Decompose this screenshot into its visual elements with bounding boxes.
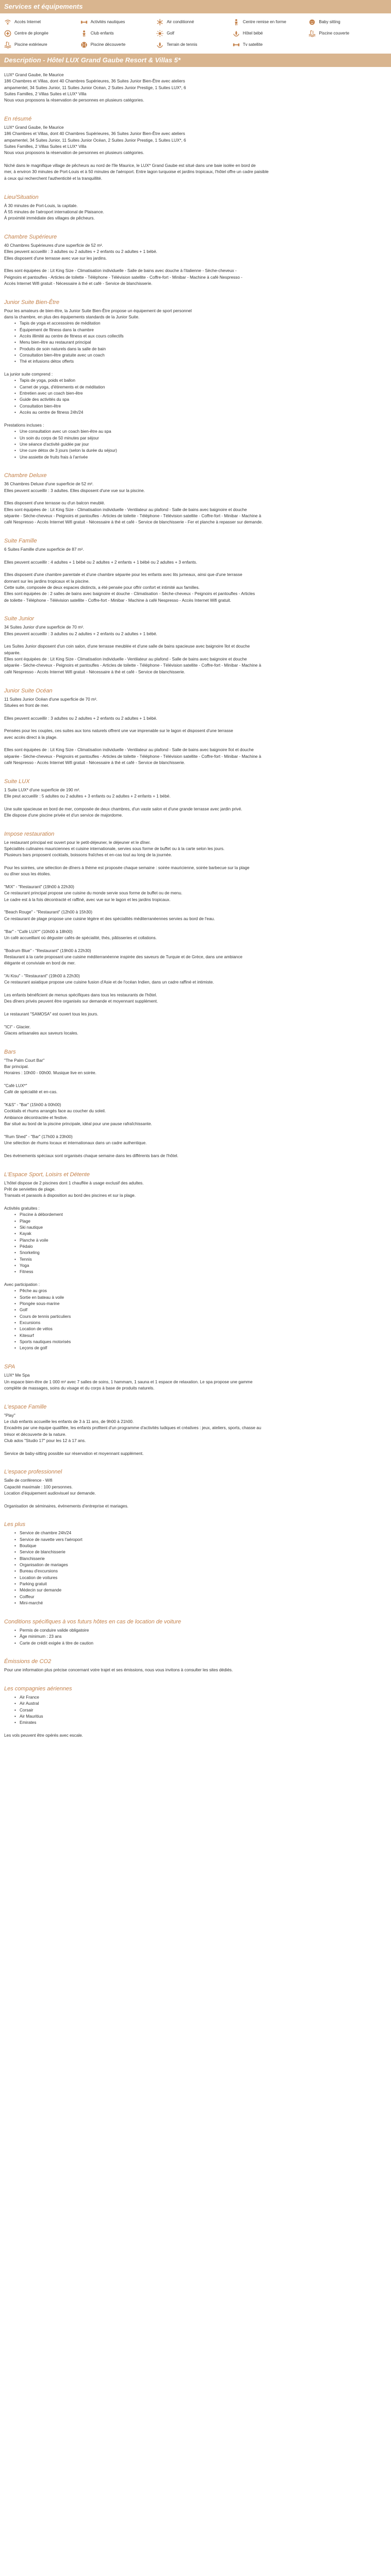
amenity-label: Centre de plongée: [14, 30, 48, 36]
text-line: Transats et parasols à disposition au bord des piscines et sur la plage.: [4, 1193, 136, 1198]
amenities-title: Services et équipements: [0, 0, 391, 13]
section-title: L'espace professionnel: [4, 1469, 62, 1476]
list-item: • Service de navette vers l'aéroport: [20, 1537, 385, 1543]
text-line: complète de massages, soins du visage et du corps à base de produits naturels.: [4, 1385, 155, 1391]
section-title: L'espace Famille: [4, 1403, 47, 1410]
spacer: [4, 416, 385, 422]
text-line: 11 Suites Junior Océan d'une superficie de 70 m².: [4, 697, 97, 702]
text-line: Des événements spéciaux sont organisés chaque semaine dans les différents bars de l'hôtel.: [4, 1153, 178, 1158]
spacer: [4, 1037, 385, 1043]
spacer: [4, 1674, 385, 1680]
text-line: Service de baby-sitting possible sur réservation et moyennant supplément.: [4, 1451, 144, 1456]
list-item: • Emirates: [20, 1720, 385, 1726]
list-item: • Thé et infusions détox offerts: [20, 359, 385, 365]
amenity-item: [156, 39, 233, 50]
spacer: [4, 1352, 385, 1358]
spacer: [4, 1510, 385, 1516]
list-item: • Carnet de yoga, d'étirements et de méditation: [20, 384, 385, 391]
text-line: 1 Suite LUX* d'une superficie de 190 m².: [4, 787, 80, 792]
list-item: • Plongée sous-marine: [20, 1301, 385, 1307]
text-line: Cette suite, composée de deux espaces distincts, a été pensée pour offrir confort et intimité aux familles.: [4, 585, 200, 590]
pool-icon: [308, 30, 316, 37]
list-item: • Une consultation avec un coach bien-être au spa: [20, 429, 385, 435]
text-line: Elles sont équipées de : Lit King Size - Climatisation individuelle - Ventilateur au plafond - Salle de bains avec baignoire et douche: [4, 657, 247, 662]
text-line: Un espace bien-être de 1 000 m² avec 7 salles de soins, 1 hammam, 1 sauna et 1 espace de relaxation. Le spa propose une gamme: [4, 1379, 253, 1384]
text-line: Les Suites Junior disposent d'un coin salon, d'une terrasse meublée et d'une salle de bains spacieuse avec baignoire îlot et douche: [4, 644, 250, 649]
spacer: [4, 1005, 385, 1011]
text-line: mer, à environ 30 minutes de Port-Louis et à 50 minutes de l'aéroport. Entre lagon turquoise et jardins tropicaux, l'hôtel offre un cadre paisible: [4, 170, 269, 175]
text-line: Peignoirs et pantoufles - Articles de toilette - Téléphone - Télévision satellite - Coffre-fort - Minibar - Machine à café Nespresso -: [4, 275, 242, 280]
text-line: 186 Chambres et Villas, dont 40 Chambres Supérieures, 36 Suites Junior Bien-Être avec ateliers: [4, 131, 185, 137]
text-line: Plusieurs bars proposent cocktails, boissons fraîches et en-cas tout au long de la journée.: [4, 853, 172, 858]
text-line: ampamentel, 34 Suites Junior, 11 Suites Junior Océan, 2 Suites Junior Prestige, 1 Suites LUX*, 6: [4, 85, 186, 90]
list-item: • Cours de tennis particuliers: [20, 1314, 385, 1320]
section-title: Chambre Supérieure: [4, 233, 57, 240]
text-line: Elle dispose d'une piscine privée et d'un service de majordome.: [4, 813, 123, 818]
text-line: Pensées pour les couples, ces suites aux tons naturels offrent une vue imprenable sur le lagon et disposent d'une terrasse: [4, 728, 233, 734]
amenity-label: Baby sitting: [319, 19, 340, 24]
section-title: SPA: [4, 1364, 15, 1370]
text-line: Elles peuvent accueillir : 3 adultes ou 2 adultes + 2 enfants ou 2 adultes + 1 bébé.: [4, 631, 157, 636]
text-line: élégante et conviviale en bord de mer.: [4, 961, 76, 966]
text-line: "Café LUX*": [4, 1083, 27, 1089]
bullet-list: [4, 1530, 385, 1606]
text-line: Ce restaurant principal propose une cuisine du monde servie sous forme de buffet ou de menu.: [4, 891, 183, 896]
bullet-list: [4, 378, 385, 416]
text-line: LUX* Grand Gaube, Ile Maurice: [4, 73, 64, 77]
amenity-item: [4, 28, 80, 39]
text-line: Elles peuvent accueillir : 4 adultes + 1 bébé ou 2 adultes + 2 enfants + 1 bébé ou 2 adultes + 3 enfants.: [4, 560, 198, 565]
list-item: • Organisation de mariages: [20, 1562, 385, 1568]
text-line: café Nespresso - Accès Internet Wifi gratuit - Nécessaire à thé et café - Service de blanchisserie - Fer et planche à repasser sur demande.: [4, 520, 263, 525]
text-line: ou dîner sous les étoiles.: [4, 872, 51, 877]
spacer: [4, 859, 385, 865]
text-line: Elles sont équipées de : Lit King Size - Climatisation individuelle - Salle de bains avec douche à l'italienne - Sèche-cheveux -: [4, 268, 237, 274]
spacer: [4, 741, 385, 747]
spacer: [4, 766, 385, 772]
text-line: ampamentel, 34 Suites Junior, 11 Suites Junior Océan, 2 Suites Junior Prestige, 1 Suites LUX*, 6: [4, 138, 186, 143]
list-item: • Service de chambre 24h/24: [20, 1530, 385, 1536]
text-line: À proximité immédiate des villages de pêcheurs.: [4, 216, 95, 221]
list-item: • Tapis de yoga, poids et ballon: [20, 378, 385, 384]
text-line: Location d'équipement audiovisuel sur demande.: [4, 1490, 96, 1496]
spacer: [4, 675, 385, 682]
amenity-item: [156, 16, 233, 28]
text-line: Pour une information plus précise concernant votre trajet et ses émissions, nous vous invitons à consulter les sites dédiés.: [4, 1668, 233, 1673]
text-line: Horaires : 10h00 - 00h00. Musique live en soirée.: [4, 1071, 96, 1076]
text-line: Elles sont équipées de : 2 salles de bains avec baignoire et douche - Climatisation - Sèche-cheveux - Peignoirs et pantoufles - Articles: [4, 591, 255, 597]
text-line: séparée - Sèche-cheveux - Peignoirs et pantoufles - Articles de toilette - Téléphone - Télévision satellite - Coffre-fort - Minibar - Machine à: [4, 754, 262, 759]
text-line: Nous vous proposons la réservation de personnes en plusieurs catégories.: [4, 150, 144, 156]
spacer: [4, 1159, 385, 1165]
text-line: Encadrés par une équipe qualifiée, les enfants profitent d'un programme d'activités ludiques et créatives : jeux, ateliers, sports, chasse au: [4, 1426, 262, 1431]
text-line: Elles sont équipées de : Lit King Size - Climatisation individuelle - Ventilateur au plafond - Salle de bains avec baignoire îlot et douche: [4, 748, 254, 753]
text-line: Le cadre est à la fois décontracté et raffiné, avec vue sur le lagon et les jardins tropicaux.: [4, 897, 171, 902]
tennis-icon: [80, 41, 88, 48]
text-line: 40 Chambres Supérieures d'une superficie de 52 m².: [4, 243, 103, 248]
snowflake-icon: [156, 19, 164, 26]
spacer: [4, 104, 385, 110]
list-item: • Air Mauritius: [20, 1714, 385, 1720]
dumbbell-icon: [233, 41, 240, 48]
section-title: L'Espace Sport, Loisirs et Détente: [4, 1171, 90, 1178]
text-line: Elles disposent d'une terrasse ou d'un balcon meublé.: [4, 501, 105, 506]
text-line: à ceux qui recherchent l'authenticité et la tranquillité.: [4, 176, 102, 181]
amenities-grid: [0, 16, 391, 50]
spa-icon: [156, 41, 164, 48]
section-title: Conditions spécifiques à vos futurs hôtes en cas de location de voiture: [4, 1618, 182, 1625]
spacer: [4, 709, 385, 715]
list-item: • Médecin sur demande: [20, 1587, 385, 1594]
text-line: Cocktails et rhums arrangés face au coucher du soleil.: [4, 1109, 106, 1114]
text-line: café Nespresso - Accès Internet Wifi gratuit - Nécessaire à thé et café - Service de blanchisserie.: [4, 760, 185, 765]
text-line: "Play": [4, 1413, 15, 1418]
text-line: Le restaurant "SAMOSA" est ouvert tous les jours.: [4, 1011, 99, 1016]
text-line: Elle peut accueillir : 5 adultes ou 2 adultes + 3 enfants ou 2 adultes + 2 enfants + 1 bébé.: [4, 793, 171, 799]
amenity-item: [80, 16, 157, 28]
list-item: • Yoga: [20, 1263, 385, 1269]
description-content: [0, 72, 391, 1739]
text-line: Club ados "Studio 17" pour les 12 à 17 ans.: [4, 1438, 86, 1443]
spacer: [4, 800, 385, 806]
text-line: 186 Chambres et Villas, dont 40 Chambres Supérieures, 36 Suites Junior Bien-Être avec ateliers: [4, 79, 185, 84]
baby-icon: [308, 19, 316, 26]
spacer: [4, 1392, 385, 1398]
text-line: Niché dans le magnifique village de pêcheurs au nord de l'île Maurice, le LUX* Grand Gaube est situé dans une baie isolée en bord de: [4, 163, 256, 168]
text-line: "Ai Kisu" - "Restaurant" (19h00 à 22h30): [4, 973, 80, 978]
spacer: [4, 1606, 385, 1613]
list-item: • Golf: [20, 1307, 385, 1313]
list-item: • Pédalo: [20, 1244, 385, 1250]
text-line: Les enfants bénéficient de menus spécifiques dans tous les restaurants de l'hôtel.: [4, 992, 157, 997]
section-title: Lieu/Situation: [4, 194, 39, 200]
spacer: [4, 553, 385, 559]
spacer: [4, 604, 385, 610]
amenity-item: [308, 16, 385, 28]
text-line: "MIX" - "Restaurant" (19h00 à 22h30): [4, 885, 74, 890]
list-item: • Une cure détox de 3 jours (selon la durée du séjour): [20, 448, 385, 454]
text-line: Spécialités culinaires mauriciennes et cuisine internationale, servies sous forme de buffet ou à la carte selon les jours.: [4, 846, 225, 852]
text-line: Une suite spacieuse en bord de mer, composée de deux chambres, d'un vaste salon et d'une grande terrasse avec jardin privé.: [4, 806, 242, 811]
list-item: • Guide des activités du spa: [20, 397, 385, 403]
spacer: [4, 819, 385, 825]
spacer: [4, 262, 385, 268]
child-icon: [80, 30, 88, 37]
section-title: Les plus: [4, 1521, 25, 1528]
text-line: de toilette - Téléphone - Télévision satellite - Coffre-fort - Minibar - Machine à café Nespresso - Accès Internet Wifi gratuit.: [4, 598, 232, 603]
text-line: Prestations incluses :: [4, 422, 44, 428]
spacer: [4, 1457, 385, 1463]
amenity-item: [4, 39, 80, 50]
list-item: • Équipement de fitness dans la chambre: [20, 327, 385, 333]
text-line: séparée.: [4, 650, 21, 655]
spacer: [4, 1096, 385, 1102]
spacer: [4, 1444, 385, 1450]
section-title: Émissions de CO2: [4, 1658, 52, 1665]
list-item: • Parking gratuit: [20, 1581, 385, 1587]
text-line: Capacité maximale : 100 personnes.: [4, 1484, 73, 1489]
club-icon: [4, 30, 11, 37]
text-line: Ambiance décontractée et festive.: [4, 1115, 68, 1120]
spacer: [4, 365, 385, 371]
text-line: Le club enfants accueille les enfants de 3 à 11 ans, de 9h00 à 21h00.: [4, 1419, 134, 1424]
spacer: [4, 722, 385, 728]
bullet-list: [4, 1694, 385, 1726]
spacer: [4, 1497, 385, 1503]
text-line: séparée - Sèche-cheveux - Peignoirs et pantoufles - Articles de toilette - Téléphone - Télévision satellite - Coffre-fort - Minibar - Machine à: [4, 513, 262, 518]
text-line: "Bodrum Blue" - "Restaurant" (19h00 à 22h30): [4, 948, 91, 953]
text-line: séparée - Sèche-cheveux - Peignoirs et pantoufles - Articles de toilette - Téléphone - Télévision satellite - Coffre-fort - Minibar - Machine à: [4, 663, 262, 668]
list-item: • Location de voitures: [20, 1575, 385, 1581]
list-item: • Service de blanchisserie: [20, 1549, 385, 1555]
section-title: Junior Suite Océan: [4, 687, 53, 694]
sun-icon: [156, 30, 164, 37]
spacer: [4, 287, 385, 293]
text-line: "The Palm Court Bar": [4, 1058, 45, 1063]
amenity-label: Centre remise en forme: [242, 19, 286, 24]
text-line: "Rum Shed" - "Bar" (17h00 à 23h00): [4, 1134, 73, 1139]
amenity-label: Piscine extérieure: [14, 42, 47, 47]
amenity-label: Activités nautiques: [90, 19, 125, 24]
amenity-item: [80, 28, 157, 39]
spacer: [4, 157, 385, 163]
text-line: Restaurant à la carte proposant une cuisine méditerranéenne inspirée des saveurs de Turquie et de Grèce, dans une ambiance: [4, 954, 242, 959]
text-line: "ICI" - Glacier.: [4, 1024, 31, 1029]
spacer: [4, 526, 385, 532]
amenity-item: [156, 28, 233, 39]
list-item: • Âge minimum : 23 ans: [20, 1634, 385, 1640]
amenity-label: Terrain de tennis: [167, 42, 198, 47]
text-line: trésor et découverte de la nature.: [4, 1432, 67, 1437]
spacer: [4, 1199, 385, 1206]
list-item: • Snorkeling: [20, 1250, 385, 1256]
spacer: [4, 941, 385, 947]
text-line: Elles peuvent accueillir : 3 adultes ou 2 adultes + 2 enfants ou 2 adultes + 1 bébé.: [4, 716, 157, 721]
text-line: Ce restaurant de plage propose une cuisine légère et des spécialités méditerranéennes servies au bord de l'eau.: [4, 916, 215, 921]
list-item: • Plage: [20, 1218, 385, 1225]
list-item: • Fitness: [20, 1269, 385, 1275]
spacer: [4, 182, 385, 188]
list-item: • Kayak: [20, 1231, 385, 1237]
list-item: • Kitesurf: [20, 1333, 385, 1339]
amenity-item: [80, 39, 157, 50]
spacer: [4, 1726, 385, 1733]
amenity-label: Hôtel bébé: [242, 30, 263, 36]
list-item: • Mini-marché: [20, 1600, 385, 1606]
text-line: café Nespresso - Accès Internet Wifi gratuit - Nécessaire à thé et café - Service de blanchisserie.: [4, 669, 185, 674]
list-item: • Tapis de yoga et accessoires de méditation: [20, 320, 385, 327]
text-line: Elles peuvent accueillir : 3 adultes ou 2 adultes + 2 enfants ou 2 adultes + 1 bébé.: [4, 249, 157, 255]
amenity-item: [233, 16, 309, 28]
text-line: Situées en front de mer.: [4, 703, 49, 708]
list-item: • Menu bien-être au restaurant principal: [20, 340, 385, 346]
text-line: "Bar" - "Café LUX*" (10h00 à 18h00): [4, 929, 73, 934]
spacer: [4, 1077, 385, 1083]
spacer: [4, 903, 385, 909]
spa-icon: [233, 30, 240, 37]
description-title: Description - Hôtel LUX Grand Gaube Resort & Villas 5*: [0, 54, 391, 67]
amenity-label: Piscine couverte: [319, 30, 350, 36]
list-item: • Boutique: [20, 1543, 385, 1549]
text-line: Bar principal.: [4, 1064, 29, 1070]
text-line: Accès Internet Wifi gratuit - Nécessaire à thé et café - Service de blanchisserie.: [4, 281, 153, 286]
text-line: Pour les soirées, une sélection de dîners à thème est proposée chaque semaine : soirée mauricienne, soirée barbecue sur la plage: [4, 866, 250, 871]
list-item: • Planche à voile: [20, 1238, 385, 1244]
spacer: [4, 222, 385, 228]
text-line: 34 Suites Junior d'une superficie de 70 m².: [4, 625, 84, 630]
list-item: • Air France: [20, 1694, 385, 1701]
list-item: • Corsair: [20, 1707, 385, 1714]
amenity-item: [233, 28, 309, 39]
spacer: [4, 494, 385, 500]
text-line: 6 Suites Famille d'une superficie de 87 m².: [4, 547, 84, 552]
list-item: • Pêche au gros: [20, 1288, 385, 1294]
text-line: Avec participation :: [4, 1282, 40, 1287]
spacer: [4, 986, 385, 992]
text-line: L'hôtel dispose de 2 piscines dont 1 chauffée à usage exclusif des adultes.: [4, 1180, 144, 1185]
amenity-label: Club enfants: [90, 30, 114, 36]
list-item: • Consultation bien-être: [20, 403, 385, 410]
list-item: • Blanchisserie: [20, 1556, 385, 1562]
text-line: "K&S" - "Bar" (15h00 à 00h00): [4, 1103, 61, 1108]
text-line: Suites Familles, 2 Villas Suites et LUX* Villa: [4, 92, 87, 97]
section-title: Suite Famille: [4, 537, 37, 544]
spacer: [4, 1647, 385, 1653]
text-line: Suites Familles, 2 Villas Suites et LUX* Villa: [4, 144, 87, 149]
amenity-label: Golf: [167, 30, 174, 36]
text-line: LUX* Me Spa: [4, 1373, 30, 1378]
list-item: • Carte de crédit exigée à titre de caution: [20, 1640, 385, 1647]
section-title: Impose restauration: [4, 831, 55, 837]
list-item: • Une séance d'activité guidée par jour: [20, 442, 385, 448]
section-title: En résumé: [4, 116, 32, 123]
text-line: dans la chambre, en plus des équipements standards de la Junior Suite.: [4, 314, 140, 319]
amenity-item: [308, 28, 385, 39]
section-title: Suite LUX: [4, 778, 30, 785]
list-item: • Leçons de golf: [20, 1345, 385, 1351]
amenity-label: Accès Internet: [14, 19, 41, 24]
text-line: Une sélection de rhums locaux et internationaux dans un cadre authentique.: [4, 1141, 147, 1146]
list-item: • Bureau d'excursions: [20, 1568, 385, 1574]
list-item: • Produits de soin naturels dans la salle de bain: [20, 346, 385, 352]
text-line: LUX* Grand Gaube, Ile Maurice: [4, 125, 64, 130]
text-line: Elles peuvent accueillir : 3 adultes. Elles disposent d'une vue sur la piscine.: [4, 488, 145, 493]
list-item: • Excursions: [20, 1320, 385, 1326]
list-item: • Location de vélos: [20, 1326, 385, 1332]
amenity-label: Piscine découverte: [90, 42, 126, 47]
spacer: [4, 878, 385, 884]
amenity-label: Air conditionné: [167, 19, 194, 24]
section-title: Les compagnies aériennes: [4, 1685, 72, 1692]
list-item: • Consultation bien-être gratuite avec un coach: [20, 352, 385, 359]
spacer: [4, 1127, 385, 1133]
list-item: • Tennis: [20, 1257, 385, 1263]
spacer: [4, 967, 385, 973]
spacer: [4, 1018, 385, 1024]
list-item: • Air Austral: [20, 1701, 385, 1707]
text-line: À 30 minutes de Port-Louis, la capitale.: [4, 203, 78, 208]
text-line: La junior suite comprend :: [4, 372, 53, 377]
child-icon: [233, 19, 240, 26]
text-line: 36 Chambres Deluxe d'une superficie de 52 m².: [4, 482, 94, 487]
text-line: Un café accueillant où déguster cafés de spécialité, thés, pâtisseries et collations.: [4, 935, 157, 940]
spacer: [4, 566, 385, 572]
wifi-icon: [4, 19, 11, 26]
list-item: • Accès au centre de fitness 24h/24: [20, 410, 385, 416]
text-line: Le restaurant principal est ouvert pour le petit-déjeuner, le déjeuner et le dîner.: [4, 840, 151, 845]
section-title: Chambre Deluxe: [4, 472, 47, 479]
bullet-list: [4, 1212, 385, 1275]
text-line: Café de spécialité et en-cas.: [4, 1090, 58, 1095]
text-line: À 55 minutes de l'aéroport international de Plaisance.: [4, 209, 104, 214]
bullet-list: [4, 429, 385, 461]
text-line: Des dîners privés peuvent être organisés sur demande et moyennant supplément.: [4, 999, 158, 1004]
amenity-item: [4, 16, 80, 28]
amenities-section: [0, 0, 391, 50]
section-title: Bars: [4, 1048, 16, 1055]
list-item: • Permis de conduire valide obligatoire: [20, 1628, 385, 1634]
text-line: Bar situé au bord de la piscine principale, idéal pour une pause rafraîchissante.: [4, 1122, 152, 1127]
bullet-list: [4, 320, 385, 365]
text-line: Elles disposent d'une chambre parentale et d'une chambre séparée pour les enfants avec lits jumeaux, ainsi que d'une terrasse: [4, 572, 242, 578]
text-line: Salle de conférence - Wifi: [4, 1478, 53, 1483]
list-item: • Accès illimité au centre de fitness et aux cours collectifs: [20, 333, 385, 340]
spacer: [4, 1147, 385, 1153]
spacer: [4, 637, 385, 643]
text-line: Elles disposent d'une terrasse avec vue sur les jardins.: [4, 256, 107, 261]
dumbbell-icon: [80, 19, 88, 26]
list-item: • Coiffeur: [20, 1594, 385, 1600]
text-line: Ce restaurant asiatique propose une cuisine fusion d'Asie et de l'océan Indien, dans un cadre raffiné et intimiste.: [4, 980, 214, 985]
list-item: • Entretien avec un coach bien-être: [20, 391, 385, 397]
text-line: Elles sont équipées de : Lit King Size - Climatisation individuelle - Ventilateur au plafond - Salle de bains avec baignoire et douche: [4, 507, 247, 512]
text-line: Glaces artisanales aux saveurs locales.: [4, 1031, 78, 1036]
list-item: • Une assiette de fruits frais à l'arrivée: [20, 454, 385, 461]
list-item: • Sports nautiques motorisés: [20, 1339, 385, 1345]
text-line: Les vols peuvent être opérés avec escale.: [4, 1733, 83, 1738]
section-title: Junior Suite Bien-Être: [4, 299, 59, 306]
list-item: • Un soin du corps de 50 minutes par séjour: [20, 435, 385, 442]
text-line: donnant sur les jardins tropicaux et la piscine.: [4, 579, 90, 584]
text-line: Pour les amateurs de bien-être, la Junior Suite Bien-Être propose un équipement de sport personnel: [4, 308, 192, 313]
spacer: [4, 461, 385, 467]
text-line: Prêt de serviettes de plage.: [4, 1187, 56, 1192]
section-title: Suite Junior: [4, 616, 35, 622]
text-line: avec accès direct à la plage.: [4, 735, 58, 740]
text-line: "Beach Rouge" - "Restaurant" (12h00 à 15h30): [4, 910, 92, 915]
pool-icon: [4, 41, 11, 48]
text-line: Nous vous proposons la réservation de personnes en plusieurs catégories.: [4, 98, 144, 103]
spacer: [4, 1276, 385, 1282]
list-item: • Sortie en bateau à voile: [20, 1295, 385, 1301]
text-line: Organisation de séminaires, événements d'entreprise et mariages.: [4, 1503, 128, 1509]
spacer: [4, 922, 385, 928]
bullet-list: [4, 1628, 385, 1647]
amenity-item: [233, 39, 309, 50]
list-item: • Piscine à débordement: [20, 1212, 385, 1218]
text-line: Activités gratuites :: [4, 1206, 40, 1211]
bullet-list: [4, 1288, 385, 1351]
amenity-label: Tv satellite: [242, 42, 263, 47]
list-item: • Ski nautique: [20, 1225, 385, 1231]
